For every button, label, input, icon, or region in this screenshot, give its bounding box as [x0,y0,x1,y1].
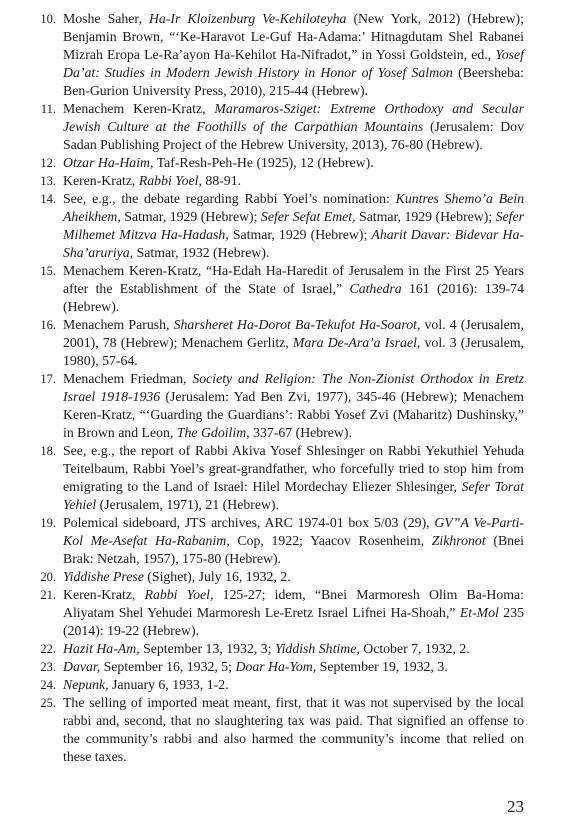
italic-title: Hazit Ha-Am, [63,641,140,656]
endnote-number: 16 . [34,316,56,334]
text-run: September 19, 1932, 3. [316,659,448,674]
text-run: Menachem Keren-Kratz, [63,101,215,116]
endnote-number: 25 . [34,694,56,712]
endnote-text [63,641,470,656]
text-run: vol. 4 (Jerusalem, 2001), 78 (Hebrew); Menachem Gerlitz, [63,317,524,350]
text-run: Polemical sideboard, JTS archives, ARC 1974-01 box 5/03 (29), [63,515,435,530]
endnote [34,442,524,514]
italic-title: Aharit Davar: Bidevar Ha-Sha’aruriya, [63,227,524,260]
endnote-text [63,371,524,440]
italic-title: Doar Ha-Yom, [235,659,317,674]
endnote-number: 15 . [34,262,56,280]
endnote-number: 12 . [34,154,56,172]
text-run: 88-91. [201,173,242,188]
text-run: See, e.g., the report of Rabbi Akiva Yosef Shlesinger on Rabbi Yekuthiel Yehuda Teitelbaum, Rabbi Yoel’s great-grandfather, who forcefully tried to stop him from emigrating to the Land of Israel: Hilel Mordechay Eliezer Shlesinger, [63,443,524,494]
endnote-number: 20 . [34,568,56,586]
endnote [34,154,524,172]
endnote-number: 19 . [34,514,56,532]
endnote-number: 24 . [34,676,56,694]
text-run: (Sighet), July 16, 1932, 2. [143,569,291,584]
endnote-number: 11 . [34,100,56,118]
endnote-number: 23 . [34,658,56,676]
page-number: 23 [507,797,524,816]
text-run: (Jerusalem, 1971), 21 (Hebrew). [96,497,279,512]
text-run: vol. 3 (Jerusalem, 1980), 57-64. [63,335,524,368]
text-run: Keren-Kratz, [63,173,139,188]
endnote [34,640,524,658]
endnote-text [63,11,524,98]
text-run: 235 (2014): 19-22 (Hebrew). [63,605,524,638]
text-run: (Beersheba: Ben-Gurion University Press, 2010), 215-44 (Hebrew). [63,65,524,98]
endnotes-list [34,10,524,766]
text-run: September 16, 1932, 5; [100,659,236,674]
endnote [34,676,524,694]
endnote-text [63,659,448,674]
endnote-text [63,173,241,188]
text-run: Satmar, 1929 (Hebrew); [120,209,261,224]
italic-title: GV”A Ve-Parti-Kol Me-Asefat Ha-Rabanim, [63,515,524,548]
endnote-text [63,191,524,260]
italic-title: Sefer Torat Yehiel [63,479,524,512]
endnote-number: 22 . [34,640,56,658]
italic-title: Davar, [63,659,101,674]
endnote [34,586,524,640]
italic-title: Ha-Ir Kloizenburg Ve-Kehiloteyha [148,11,347,26]
text-run: Satmar, 1929 (Hebrew); [228,227,372,242]
text-run: (Bnei Brak: Netzah, 1957), 175-80 (Hebrew). [63,533,524,566]
italic-title: Otzar Ha-Haim, [63,155,154,170]
text-run: (Jerusalem: Dov Sadan Publishing Project of the Hebrew University, 2013), 76-80 (Hebrew). [63,119,524,152]
italic-title: Et-Mol [459,605,499,620]
italic-title: Nepunk, [63,677,109,692]
endnote [34,10,524,100]
endnote-number: 18 . [34,442,56,460]
italic-title: Society and Religion: The Non-Zionist Orthodox in Eretz Israel 1918-1936 [63,371,525,404]
text-run: (Jerusalem: Yad Ben Zvi, 1977), 345-46 (Hebrew); Menachem Keren-Kratz, “‘Guarding the Guardians’: Rabbi Yosef Zvi (Maharitz) Dushinsky,” in Brown and Leon, [63,389,524,440]
italic-title: The Gdoilim, [176,425,250,440]
text-run: Menachem Friedman, [63,371,193,386]
italic-title: Cathedra [349,281,402,296]
text-run: Moshe Saher, [63,11,149,26]
text-run: 125-27; idem, “Bnei Marmoresh Olim Ba-Homa: Aliyatam Shel Yehudei Marmoresh Le-Eretz Israel Lifnei Ha-Shoah,” [63,587,524,620]
endnote [34,262,524,316]
endnote-text [63,263,524,314]
endnote-number: 14 . [34,190,56,208]
endnote-number: 10 . [34,10,56,28]
endnote [34,100,524,154]
italic-title: Maramaros-Sziget: Extreme Orthodoxy and Secular Jewish Culture at the Foothills of the Carpathian Mountains [63,101,524,134]
italic-title: Yosef Da’at: Studies in Modern Jewish History in Honor of Yosef Salmon [63,47,524,80]
italic-title: Sefer Milhemet Mitzva Ha-Hadash, [63,209,524,242]
endnote [34,694,524,766]
italic-title: Zikhronot [431,533,486,548]
endnote [34,316,524,370]
italic-title: Mara De-Ara’a Israel, [292,335,421,350]
text-run: Menachem Keren-Kratz, “Ha-Edah Ha-Haredit of Jerusalem in the First 25 Years after the Establishment of the State of Israel,” [63,263,524,296]
text-run: Keren-Kratz, [63,587,145,602]
endnote-text [63,569,291,584]
italic-title: Rabbi Yoel, [138,173,202,188]
endnote [34,568,524,586]
text-run: The selling of imported meat meant, first, that it was not supervised by the local rabbi and, second, that no slaughtering tax was paid. That signified an offense to the community’s rabbi and also harmed the community’s income that relied on these taxes. [63,695,524,764]
text-run: See, e.g., the debate regarding Rabbi Yoel’s nomination: [63,191,396,206]
endnote [34,658,524,676]
endnote-number: 13 . [34,172,56,190]
endnote-text [63,515,524,566]
text-run: October 7, 1932, 2. [359,641,470,656]
text-run: Satmar, 1929 (Hebrew); [355,209,496,224]
endnote-text [63,695,524,764]
text-run: January 6, 1933, 1-2. [108,677,229,692]
text-run: Menachem Parush, [63,317,174,332]
italic-title: Kuntres Shemo’a Bein Aheikhem, [63,191,525,224]
text-run: September 13, 1932, 3; [139,641,275,656]
endnote [34,172,524,190]
text-run: 161 (2016): 139-74 (Hebrew). [63,281,524,314]
endnote [34,370,524,442]
italic-title: Sharsheret Ha-Dorot Ba-Tekufot Ha-Soarot, [173,317,421,332]
endnote-text [63,155,374,170]
endnote-number: 17 . [34,370,56,388]
endnote-text [63,587,524,638]
endnote [34,190,524,262]
text-run: 337-67 (Hebrew). [249,425,352,440]
endnote-number: 21 . [34,586,56,604]
italic-title: Rabbi Yoel, [144,587,214,602]
endnote-text [63,101,524,152]
italic-title: Yiddish Shtime, [274,641,360,656]
endnote-text [63,317,524,368]
italic-title: Yiddishe Prese [63,569,144,584]
endnote-text [63,677,229,692]
text-run: Satmar, 1932 (Hebrew). [133,245,270,260]
endnote [34,514,524,568]
text-run: (New York, 2012) (Hebrew); Benjamin Brown, “‘Ke-Haravot Le-Guf Ha-Adama:’ Hitnagdutam Shel Rabanei Mizrah Eropa Le-Ra’ayon Ha-Kehilot Ha-Nifradot,” in Yossi Goldstein, ed., [63,11,524,62]
italic-title: Sefer Sefat Emet, [260,209,356,224]
text-run: Cop, 1922; Yaacov Rosenheim, [229,533,432,548]
text-run: Taf-Resh-Peh-He (1925), 12 (Hebrew). [153,155,374,170]
endnote-text [63,443,524,512]
